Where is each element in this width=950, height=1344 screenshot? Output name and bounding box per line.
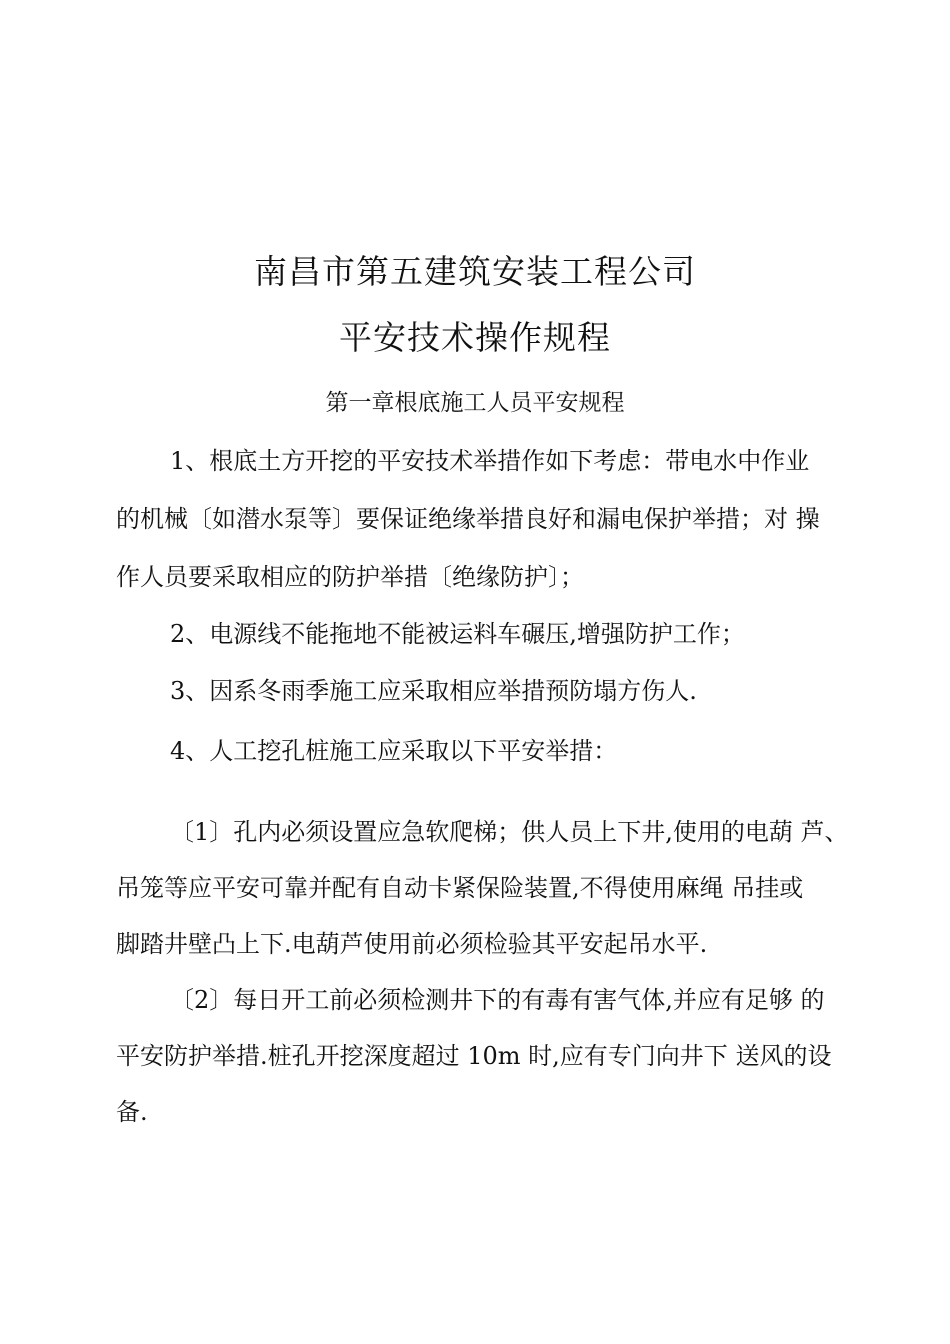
body-line: 吊笼等应平安可靠并配有自动卡紧保险装置,不得使用麻绳 吊挂或 xyxy=(116,874,804,902)
chapter-heading: 第一章根底施工人员平安规程 xyxy=(325,390,625,416)
body-line: 4、人工挖孔桩施工应采取以下平安举措： xyxy=(170,737,618,765)
body-line: 备. xyxy=(116,1098,148,1126)
body-line: 2、电源线不能拖地不能被运料车碾压,增强防护工作； xyxy=(170,620,745,648)
body-line: 1、根底土方开挖的平安技术举措作如下考虑：带电水中作业 xyxy=(170,447,810,475)
body-line: 的机械〔如潜水泵等〕要保证绝缘举措良好和漏电保护举措；对 操 xyxy=(116,505,820,533)
body-line: 〔1〕孔内必须设置应急软爬梯；供人员上下井,使用的电葫 芦、 xyxy=(170,818,849,846)
body-line: 3、因系冬雨季施工应采取相应举措预防塌方伤人. xyxy=(170,677,697,705)
body-line: 脚踏井壁凸上下.电葫芦使用前必须检验其平安起吊水平. xyxy=(116,930,708,958)
body-line: 作人员要采取相应的防护举措〔绝缘防护〕； xyxy=(116,563,584,591)
company-name: 南昌市第五建筑安装工程公司 xyxy=(254,252,696,291)
document-title: 平安技术操作规程 xyxy=(339,318,611,357)
body-line: 平安防护举措.桩孔开挖深度超过 10m 时,应有专门向井下 送风的设 xyxy=(116,1042,832,1070)
body-line: 〔2〕每日开工前必须检测井下的有毒有害气体,并应有足够 的 xyxy=(170,986,825,1014)
